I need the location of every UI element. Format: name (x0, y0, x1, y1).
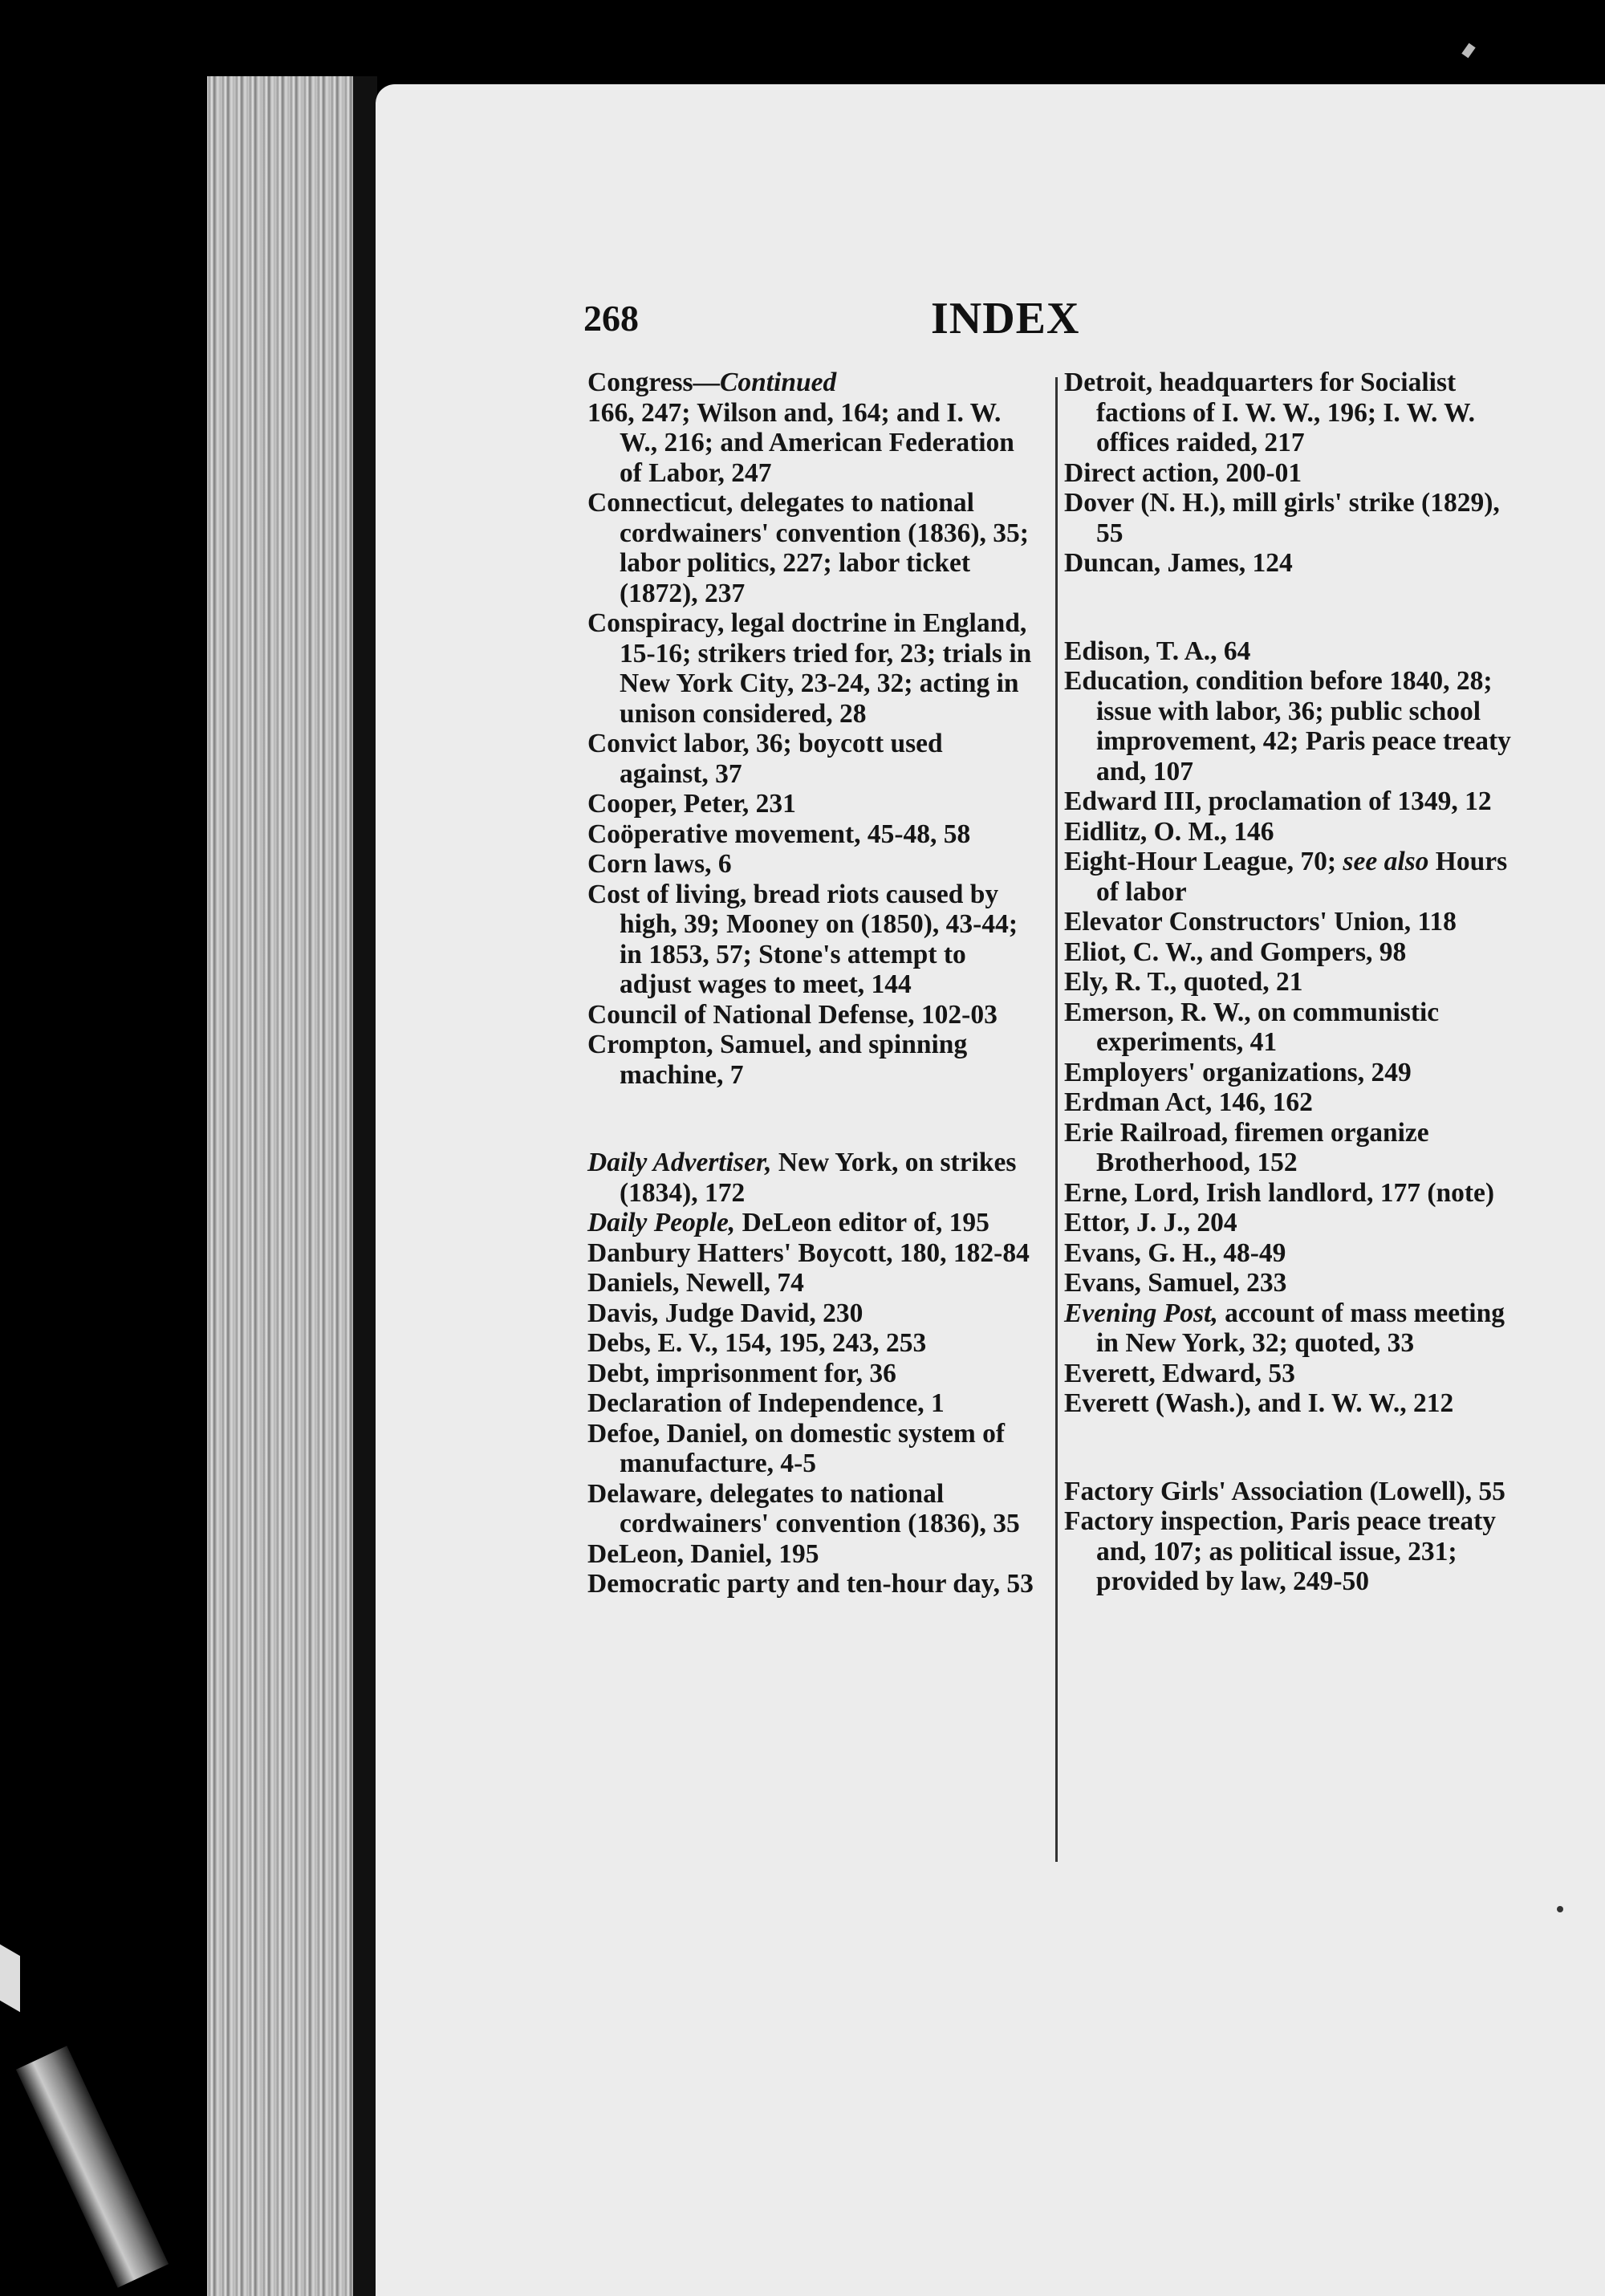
index-entry: Daniels, Newell, 74 (587, 1268, 804, 1298)
index-entry: Evans, Samuel, 233 (1064, 1268, 1287, 1298)
index-column-right (1064, 368, 1514, 1597)
index-entry: Duncan, James, 124 (1064, 548, 1293, 578)
index-entry: Eliot, C. W., and Gompers, 98 (1064, 937, 1407, 967)
index-entry: Crompton, Samuel, and spinning machine, 7 (587, 1030, 968, 1090)
index-entry: Eidlitz, O. M., 146 (1064, 816, 1274, 847)
index-entry: Ettor, J. J., 204 (1064, 1208, 1237, 1237)
index-entry: Direct action, 200-01 (1064, 457, 1302, 488)
index-entry: Debs, E. V., 154, 195, 243, 253 (587, 1328, 927, 1358)
index-entry: Declaration of Independence, 1 (587, 1388, 945, 1418)
section-gap (1064, 579, 1514, 636)
index-entry: Education, condition before 1840, 28; issue with labor, 36; public school improvement, 42; Paris peace treaty and, 107 (1064, 666, 1511, 786)
index-entry: Conspiracy, legal doctrine in England, 15-16; strikers tried for, 23; trials in New York City, 23-24, 32; acting in unison considered, 28 (587, 608, 1032, 729)
index-entry: Erne, Lord, Irish landlord, 177 (note) (1064, 1177, 1495, 1208)
book-spine-edge (207, 76, 376, 2296)
index-entry: Everett, Edward, 53 (1064, 1358, 1295, 1388)
section-gap (1064, 1419, 1514, 1477)
index-entry: Factory Girls' Association (Lowell), 55 (1064, 1476, 1505, 1506)
index-entry: Cost of living, bread riots caused by high, 39; Mooney on (1850), 43-44; in 1853, 57; Stone's attempt to adjust wages to meet, 144 (587, 879, 1018, 999)
index-entry: Erdman Act, 146, 162 (1064, 1087, 1313, 1117)
scan-glare (16, 2046, 169, 2287)
scan-artifact (0, 1944, 20, 2012)
scan-artifact (1461, 43, 1475, 59)
index-entry: Evening Post, account of mass meeting in New York, 32; quoted, 33 (1064, 1298, 1505, 1358)
index-entry: Eight-Hour League, 70; see also Hours of labor (1064, 847, 1508, 907)
index-entry: Ely, R. T., quoted, 21 (1064, 967, 1303, 997)
index-entry: Everett (Wash.), and I. W. W., 212 (1064, 1388, 1454, 1418)
index-entry: Cooper, Peter, 231 (587, 789, 796, 819)
index-entry: Connecticut, delegates to national cordwainers' convention (1836), 35; labor politics, 227; labor ticket (1872), 237 (587, 488, 1029, 608)
index-continued-heading: Congress—Continued (587, 368, 837, 397)
index-entry: Defoe, Daniel, on domestic system of manufacture, 4-5 (587, 1418, 1006, 1478)
index-entry: Debt, imprisonment for, 36 (587, 1358, 896, 1388)
index-entry: Employers' organizations, 249 (1064, 1057, 1412, 1087)
index-entry: Evans, G. H., 48-49 (1064, 1237, 1286, 1268)
index-entry: Corn laws, 6 (587, 849, 732, 879)
index-entry: Daily People, DeLeon editor of, 195 (587, 1208, 989, 1237)
page-number: 268 (583, 298, 639, 339)
index-entry: 166, 247; Wilson and, 164; and I. W. W., 216; and American Federation of Labor, 247 (587, 397, 1014, 488)
index-entry: Factory inspection, Paris peace treaty and, 107; as political issue, 231; provided by law, 249-50 (1064, 1506, 1497, 1596)
index-entry: Council of National Defense, 102-03 (587, 999, 998, 1030)
index-entry: Edison, T. A., 64 (1064, 636, 1251, 666)
index-entry: Davis, Judge David, 230 (587, 1298, 863, 1328)
page-title: INDEX (931, 294, 1080, 343)
index-column-left (587, 368, 1037, 1599)
index-entry: Emerson, R. W., on communistic experiments, 41 (1064, 997, 1440, 1057)
index-entry: Daily Advertiser, New York, on strikes (1834), 172 (587, 1148, 1017, 1208)
index-entry: Danbury Hatters' Boycott, 180, 182-84 (587, 1237, 1030, 1268)
index-entry: Elevator Constructors' Union, 118 (1064, 907, 1457, 937)
column-divider (1055, 377, 1058, 1862)
index-entry: Delaware, delegates to national cordwainers' convention (1836), 35 (587, 1478, 1020, 1538)
section-gap (587, 1090, 1037, 1148)
index-entry: Detroit, headquarters for Socialist factions of I. W. W., 196; I. W. W. offices raided, 217 (1064, 368, 1475, 457)
scan-speck (1557, 1906, 1563, 1912)
index-entry: Convict labor, 36; boycott used against, 37 (587, 729, 943, 789)
index-entry: DeLeon, Daniel, 195 (587, 1538, 819, 1569)
index-entry: Erie Railroad, firemen organize Brotherhood, 152 (1064, 1117, 1429, 1177)
index-entry: Dover (N. H.), mill girls' strike (1829), 55 (1064, 488, 1500, 548)
index-entry: Coöperative movement, 45-48, 58 (587, 819, 971, 849)
index-entry: Edward III, proclamation of 1349, 12 (1064, 786, 1492, 816)
gutter-shadow (353, 76, 377, 2296)
index-entry: Democratic party and ten-hour day, 53 (587, 1569, 1034, 1599)
